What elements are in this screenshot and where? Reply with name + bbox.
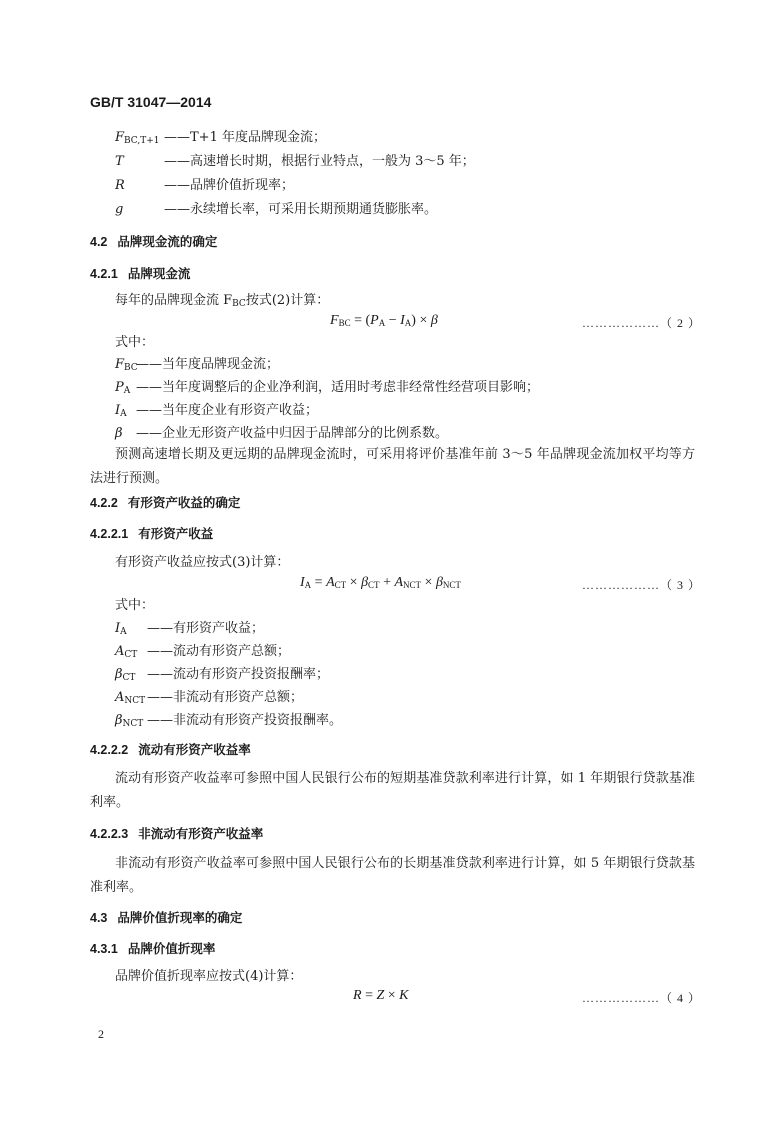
section-number: 4.2 <box>90 235 108 249</box>
section-title: 品牌价值折现率 <box>127 942 216 956</box>
intro-tail: 按式(2)计算： <box>245 293 330 308</box>
def-description: ——非流动有形资产投资报酬率。 <box>147 713 343 728</box>
definition-row <box>115 713 343 732</box>
intro-sub: BC <box>232 299 246 309</box>
definition-row <box>115 154 475 173</box>
intro-text: 每年的品牌现金流 F <box>115 293 233 308</box>
def-symbol: F <box>115 130 125 145</box>
section-heading-4-2-2-3 <box>90 828 263 841</box>
section-number: 4.3 <box>90 911 108 925</box>
def-symbol-sub: A <box>120 409 127 419</box>
section-number: 4.3.1 <box>90 942 118 956</box>
def-symbol: β <box>115 667 123 682</box>
def-symbol: F <box>115 357 125 372</box>
where-label: 式中： <box>115 335 155 350</box>
section-heading-4-3 <box>90 912 242 925</box>
formula-intro <box>115 294 329 309</box>
section-title: 品牌现金流的确定 <box>117 235 218 249</box>
def-description: ——当年度调整后的企业净利润，适用时考虑非经常性经营项目影响； <box>136 380 540 395</box>
section-number: 4.2.1 <box>90 267 118 281</box>
def-description: ——非流动有形资产总额； <box>147 690 304 705</box>
def-symbol: I <box>115 403 121 418</box>
section-heading-4-3-1 <box>90 943 215 956</box>
section-number: 4.2.2 <box>90 496 118 510</box>
def-description: ——T+1 年度品牌现金流； <box>164 130 326 145</box>
def-description: ——有形资产收益； <box>147 621 265 636</box>
definition-row <box>115 130 326 149</box>
def-symbol-sub: NCT <box>122 719 144 729</box>
def-symbol-sub: NCT <box>124 696 146 706</box>
def-description: ——流动有形资产投资报酬率； <box>147 667 330 682</box>
equation-number-4: ………………（ 4 ） <box>582 991 702 1005</box>
section-title: 流动有形资产收益率 <box>138 743 251 757</box>
def-symbol-sub: CT <box>122 673 136 683</box>
def-symbol: β <box>115 713 123 728</box>
paragraph-4-2-2-3: 非流动有形资产收益率可参照中国人民银行公布的长期基准贷款利率进行计算，如 5 年期银行贷款基准利率。 <box>90 856 695 895</box>
formula-3: $I_A = A_{CT} \times \beta_{CT} + A_{NCT} \times \beta_{NCT}$ <box>300 575 461 590</box>
def-description: ——流动有形资产总额； <box>147 644 291 659</box>
section-title: 品牌现金流 <box>127 267 191 281</box>
page-number: 2 <box>98 1027 104 1041</box>
definition-row <box>115 357 280 376</box>
paragraph-4-2-2-2: 流动有形资产收益率可参照中国人民银行公布的短期基准贷款利率进行计算，如 1 年期银行贷款基准利率。 <box>90 771 695 810</box>
section-heading-4-2-1 <box>90 268 190 281</box>
definition-row <box>115 667 330 686</box>
section-number: 4.2.2.2 <box>90 743 129 757</box>
def-description: ——当年度企业有形资产收益； <box>136 403 319 418</box>
equation-number-3: ………………（ 3 ） <box>582 578 702 592</box>
section-title: 品牌价值折现率的确定 <box>117 911 243 925</box>
section-title: 非流动有形资产收益率 <box>138 827 264 841</box>
where-label: 式中： <box>115 598 155 613</box>
equation-number-2: ………………（ 2 ） <box>582 316 702 330</box>
def-symbol: A <box>115 690 125 705</box>
section-heading-4-2-2-1 <box>90 528 213 541</box>
def-description: ——永续增长率，可采用长期预期通货膨胀率。 <box>164 202 438 217</box>
def-symbol: P <box>115 380 124 395</box>
section-number: 4.2.2.3 <box>90 827 129 841</box>
definition-row <box>115 690 304 709</box>
def-symbol: g <box>115 202 124 217</box>
def-symbol-sub: BC <box>124 363 138 373</box>
def-description: ——企业无形资产收益中归因于品牌部分的比例系数。 <box>136 426 449 441</box>
document-id: GB/T 31047—2014 <box>90 94 212 110</box>
def-symbol-sub: A <box>123 386 131 396</box>
def-symbol-sub: CT <box>124 650 138 660</box>
section-heading-4-2 <box>90 236 217 249</box>
def-description: ——品牌价值折现率； <box>164 178 295 193</box>
definition-row <box>115 380 540 399</box>
def-description: ——当年度品牌现金流； <box>136 357 280 372</box>
paragraph-forecast: 预测高速增长期及更远期的品牌现金流时，可采用将评价基准年前 3～5 年品牌现金流加权平均等方法进行预测。 <box>90 447 695 486</box>
def-symbol-sub: BC,T+1 <box>124 136 160 146</box>
def-symbol: β <box>115 426 123 441</box>
definition-row <box>115 403 319 422</box>
def-description: ——高速增长时期，根据行业特点，一般为 3～5 年； <box>164 154 475 169</box>
section-title: 有形资产收益 <box>138 527 214 541</box>
def-symbol: I <box>115 621 121 636</box>
definition-row <box>115 178 295 197</box>
section-title: 有形资产收益的确定 <box>127 496 241 510</box>
section-heading-4-2-2 <box>90 497 240 510</box>
formula-intro: 有形资产收益应按式(3)计算： <box>115 555 290 570</box>
formula-2: $F_{BC} = (P_A - I_A) \times \beta$ <box>330 313 438 328</box>
section-number: 4.2.2.1 <box>90 527 129 541</box>
formula-intro: 品牌价值折现率应按式(4)计算： <box>115 969 303 984</box>
section-heading-4-2-2-2 <box>90 744 251 757</box>
def-symbol-sub: A <box>120 627 127 637</box>
definition-row <box>115 621 265 640</box>
definition-row <box>115 202 438 221</box>
def-symbol: T <box>115 154 124 169</box>
def-symbol: R <box>115 178 125 193</box>
formula-4: R = Z × K <box>353 988 409 1003</box>
def-symbol: A <box>115 644 125 659</box>
definition-row <box>115 644 291 663</box>
